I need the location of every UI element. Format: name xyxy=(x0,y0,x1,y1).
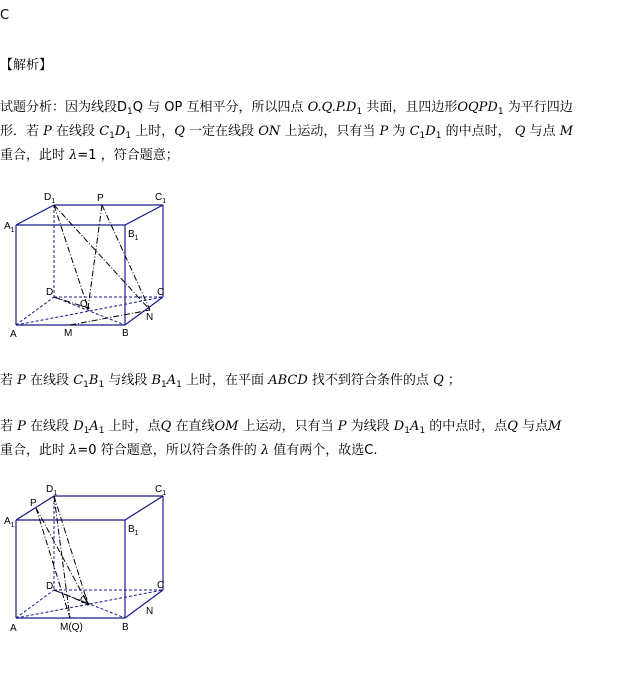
text: D xyxy=(117,100,128,115)
math: P xyxy=(337,419,347,434)
text: 上时， xyxy=(135,124,175,139)
text: 重合，此时 xyxy=(0,148,66,163)
text: 与点 xyxy=(522,419,549,434)
math: D xyxy=(393,419,405,434)
label-D: D xyxy=(46,287,54,298)
label-B: B xyxy=(122,328,129,339)
math: λ xyxy=(69,443,78,458)
subscript: 1 xyxy=(356,107,363,117)
math: D xyxy=(425,124,436,139)
math: Q xyxy=(507,419,518,434)
text: 与线段 xyxy=(108,373,148,388)
text: 上时，点 xyxy=(108,419,161,434)
label-A: A xyxy=(10,623,17,634)
math: C xyxy=(409,124,420,139)
subscript: 1 xyxy=(127,107,133,117)
text: 值有两个，故选C. xyxy=(273,443,378,458)
label-C: C xyxy=(157,580,165,591)
label-N: N xyxy=(146,606,154,617)
text: 一定在线段 xyxy=(189,124,255,139)
math: M xyxy=(548,419,562,434)
text: 符合题意，所以符合条件的 xyxy=(100,443,257,458)
math: P xyxy=(17,419,26,434)
cube-figure-2 xyxy=(0,478,200,638)
answer-letter: C xyxy=(0,8,10,23)
subscript: 1 xyxy=(83,426,90,436)
math: OQPD xyxy=(457,100,498,115)
paragraph-3-line-2 xyxy=(0,443,377,459)
math: λ xyxy=(69,148,78,163)
subscript: 1 xyxy=(83,380,89,390)
math: C xyxy=(73,373,84,388)
math: Q xyxy=(514,124,526,139)
text: 重合，此时 xyxy=(0,443,66,458)
paragraph-2 xyxy=(0,373,461,389)
math: A xyxy=(409,419,420,434)
math: B xyxy=(151,373,162,388)
text: 形．若 xyxy=(0,124,40,139)
math: P xyxy=(379,124,389,139)
label-O: O xyxy=(80,595,88,606)
math: P xyxy=(17,373,26,388)
paragraph-3-line-1 xyxy=(0,419,561,435)
math: D xyxy=(114,124,126,139)
text: 在线段 xyxy=(56,124,96,139)
math: =1 xyxy=(77,148,97,163)
text: 若 xyxy=(0,373,14,388)
text: 为线段 xyxy=(350,419,390,434)
math: Q xyxy=(174,124,185,139)
paragraph-1-line-3 xyxy=(0,148,179,164)
text: 上运动，只有当 xyxy=(284,124,376,139)
subscript: 1 xyxy=(419,131,426,141)
math: OM xyxy=(214,419,239,434)
math: =0 xyxy=(77,443,97,458)
math: ABCD xyxy=(268,373,308,388)
text: 共面，且四边形 xyxy=(366,100,458,115)
section-title: 【解析】 xyxy=(0,58,53,73)
math: A xyxy=(166,373,177,388)
paragraph-1-line-1 xyxy=(0,100,573,116)
cube-figure-1 xyxy=(0,185,200,345)
label-C1: $C_1$ xyxy=(155,192,167,205)
math: C xyxy=(99,124,110,139)
text: 上时，在平面 xyxy=(186,373,265,388)
math: O.Q.P.D xyxy=(307,100,357,115)
subscript: 1 xyxy=(176,380,182,390)
text: 试题分析：因为线段 xyxy=(0,100,118,115)
label-B1: $B_1$ xyxy=(128,524,139,537)
text: 在直线 xyxy=(175,419,215,434)
label-M: M xyxy=(64,328,73,339)
math: ON xyxy=(258,124,281,139)
math: λ xyxy=(260,443,270,458)
subscript: 1 xyxy=(98,426,105,436)
label-C: C xyxy=(157,287,165,298)
math: A xyxy=(89,419,99,434)
text: 找不到符合条件的点 xyxy=(311,373,429,388)
text: 的中点时，点 xyxy=(429,419,508,434)
label-A1: $A_1$ xyxy=(4,516,15,529)
subscript: 1 xyxy=(419,426,426,436)
subscript: 1 xyxy=(109,131,115,141)
label-P: P xyxy=(30,498,37,509)
text: 为平行四边 xyxy=(507,100,573,115)
text: 在线段 xyxy=(30,373,70,388)
label-A: A xyxy=(10,329,17,340)
subscript: 1 xyxy=(98,380,105,390)
text: ，符合题意； xyxy=(100,148,179,163)
text: 在线段 xyxy=(30,419,70,434)
label-N: N xyxy=(146,312,154,323)
math: Q xyxy=(160,419,172,434)
label-D: D xyxy=(46,581,54,592)
math: Q xyxy=(433,373,444,388)
subscript: 1 xyxy=(497,107,504,117)
text: 若 xyxy=(0,419,14,434)
text: 为 xyxy=(392,124,406,139)
subscript: 1 xyxy=(404,426,410,436)
math: D xyxy=(73,419,84,434)
paragraph-1-line-2 xyxy=(0,124,573,140)
math: P xyxy=(43,124,52,139)
math: B xyxy=(88,373,99,388)
text: 的中点时， xyxy=(445,124,511,139)
subscript: 1 xyxy=(125,131,132,141)
label-O: O xyxy=(80,299,88,310)
label-D1: $D_1$ xyxy=(44,192,56,205)
math: M xyxy=(559,124,574,139)
label-D1: $D_1$ xyxy=(46,484,58,497)
label-B1: $B_1$ xyxy=(128,229,139,242)
text: 上运动，只有当 xyxy=(242,419,334,434)
subscript: 1 xyxy=(161,380,167,390)
label-P: P xyxy=(97,193,104,204)
label-B: B xyxy=(122,622,129,633)
text: Q 与 OP 互相平分，所以四点 xyxy=(132,100,304,115)
label-A1: $A_1$ xyxy=(4,221,15,234)
text: ； xyxy=(447,373,461,388)
label-M-Q: M(Q) xyxy=(60,622,83,633)
subscript: 1 xyxy=(435,131,442,141)
text: 与点 xyxy=(529,124,556,139)
label-C1: $C_1$ xyxy=(155,484,167,497)
